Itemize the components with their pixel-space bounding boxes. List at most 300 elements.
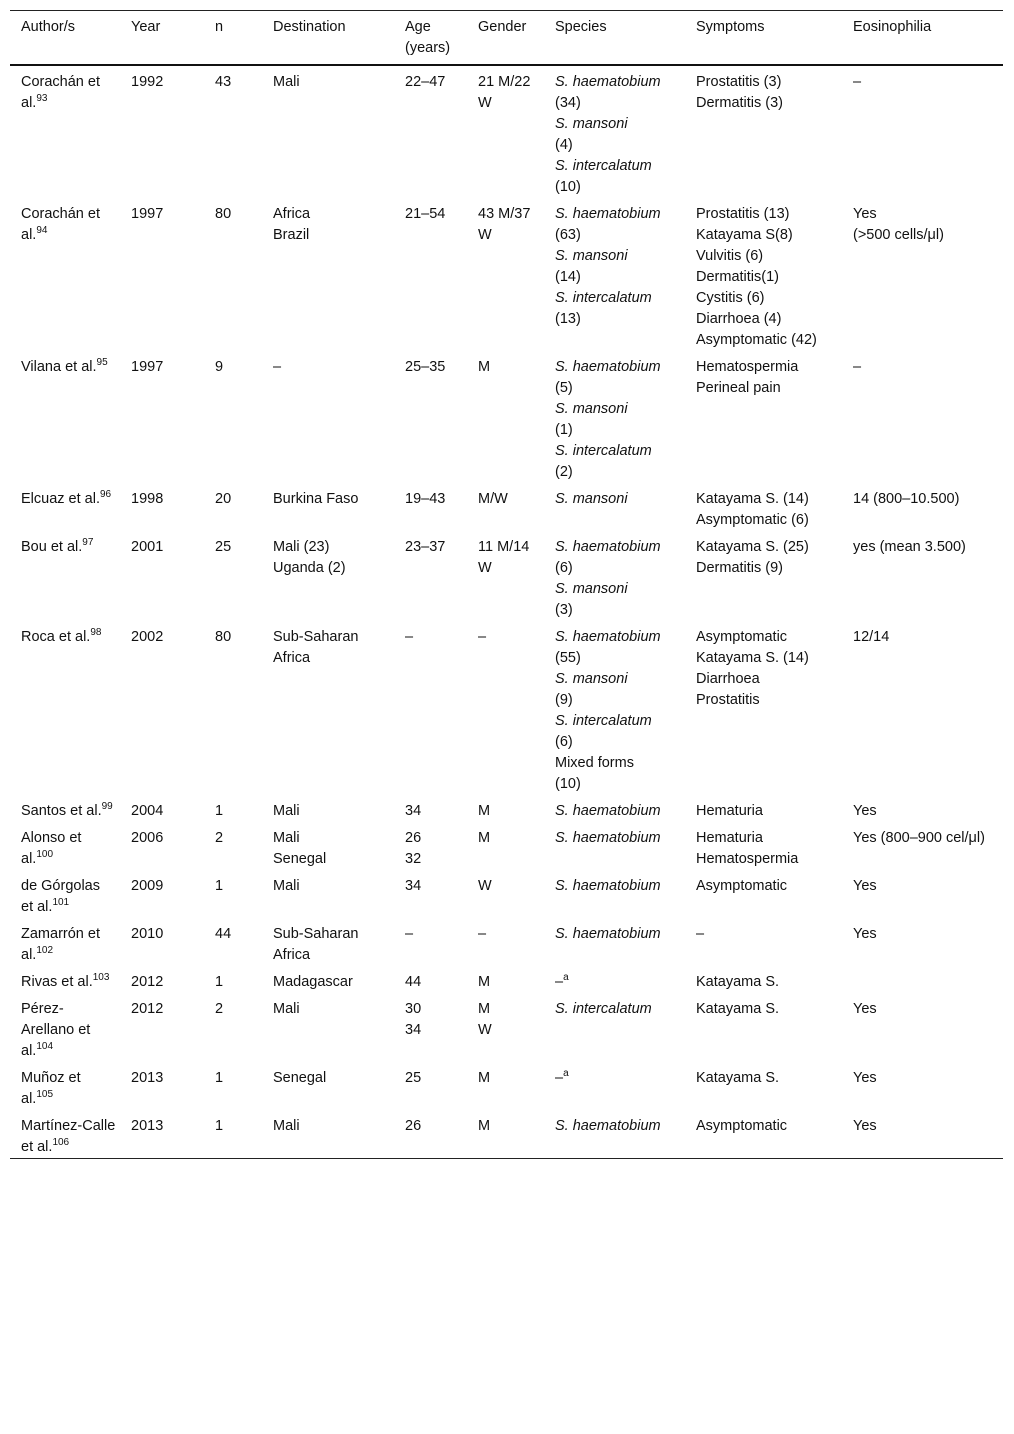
- cell-age: [394, 483, 467, 510]
- table-row: [10, 918, 1003, 966]
- author-name: Martínez-Calle et al.: [21, 1118, 116, 1155]
- gender-line: –: [478, 629, 487, 645]
- cell-n: 1: [215, 1118, 224, 1134]
- reference-number: 96: [100, 489, 112, 501]
- table-row: [10, 66, 1003, 198]
- cell-year: 2006: [131, 830, 164, 846]
- table-row: [10, 993, 1003, 1062]
- destination-line: Senegal: [273, 851, 327, 867]
- eosinophilia-line: Yes (800–900 cel/μl): [853, 830, 985, 846]
- symptom-line: Katayama S.: [696, 974, 780, 990]
- cell-symptoms: [685, 483, 842, 531]
- reference-number: 100: [36, 849, 54, 861]
- cell-n: 1: [215, 1070, 224, 1086]
- cell-n: 25: [215, 539, 232, 555]
- symptom-line: Cystitis (6): [696, 290, 765, 306]
- species-line: (63): [555, 227, 581, 243]
- author-name: Alonso et al.: [21, 830, 82, 867]
- cell-eosinophilia: [842, 621, 1003, 648]
- cell-gender: [467, 66, 544, 114]
- cell-symptoms: [685, 822, 842, 870]
- species-line: S. mansoni: [555, 581, 628, 597]
- age-line: 25: [405, 1070, 422, 1086]
- header-year: Year: [131, 19, 161, 35]
- cell-destination: [262, 621, 394, 669]
- species-line: S. haematobium: [555, 539, 661, 555]
- gender-line: M: [478, 830, 491, 846]
- species-line: Mixed forms: [555, 755, 634, 771]
- symptom-line: Katayama S.: [696, 1001, 780, 1017]
- eosinophilia-line: Yes: [853, 206, 877, 222]
- cell-symptoms: [685, 66, 842, 114]
- cell-age: [394, 870, 467, 897]
- cell-author: [10, 993, 120, 1062]
- table-row: [10, 531, 1003, 621]
- cell-gender: [467, 966, 544, 993]
- table-row: [10, 198, 1003, 351]
- species-line: (5): [555, 380, 573, 396]
- author-name: Rivas et al.: [21, 974, 93, 990]
- destination-line: Sub-Saharan Africa: [273, 926, 359, 963]
- cell-gender: [467, 1110, 544, 1137]
- table-body: [10, 66, 1003, 1158]
- age-line: –: [405, 629, 414, 645]
- eosinophilia-line: Yes: [853, 1118, 877, 1134]
- cell-species: [544, 66, 685, 198]
- header-destination: Destination: [273, 19, 346, 35]
- cell-eosinophilia: [842, 66, 1003, 93]
- age-line: 21–54: [405, 206, 446, 222]
- eosinophilia-line: –: [853, 359, 862, 375]
- cell-age: [394, 351, 467, 378]
- cell-species: [544, 918, 685, 945]
- symptom-line: Katayama S.: [696, 1070, 780, 1086]
- reference-number: 98: [90, 627, 102, 639]
- species-line: S. mansoni: [555, 491, 628, 507]
- table-header-row: [10, 11, 1003, 64]
- cell-author: [10, 966, 120, 993]
- species-line: S. mansoni: [555, 671, 628, 687]
- gender-line: M: [478, 974, 491, 990]
- cell-year: 1998: [131, 491, 164, 507]
- symptom-line: Vulvitis (6): [696, 248, 764, 264]
- cell-author: [10, 66, 120, 114]
- cell-destination: [262, 822, 394, 870]
- cell-eosinophilia: [842, 198, 1003, 246]
- species-line: S. haematobium: [555, 1118, 661, 1134]
- cell-gender: [467, 822, 544, 849]
- species-line: (9): [555, 692, 573, 708]
- gender-line: 11 M/14 W: [478, 539, 530, 576]
- symptom-line: Diarrhoea (4): [696, 311, 782, 327]
- species-line: (3): [555, 602, 573, 618]
- cell-symptoms: [685, 621, 842, 711]
- cell-age: [394, 918, 467, 945]
- symptom-line: Katayama S(8): [696, 227, 793, 243]
- cell-gender: [467, 870, 544, 897]
- author-name: Pérez-Arellano et al.: [21, 1001, 91, 1059]
- cell-year: 2010: [131, 926, 164, 942]
- species-line: (6): [555, 560, 573, 576]
- destination-line: Mali: [273, 803, 300, 819]
- species-line: S. haematobium: [555, 629, 661, 645]
- cell-n: 80: [215, 206, 232, 222]
- cell-destination: [262, 1062, 394, 1089]
- cell-species: [544, 993, 685, 1020]
- table-row: [10, 351, 1003, 483]
- eosinophilia-line: Yes: [853, 803, 877, 819]
- destination-line: Africa: [273, 206, 311, 222]
- cell-destination: [262, 993, 394, 1020]
- age-line: 23–37: [405, 539, 446, 555]
- cell-author: [10, 531, 120, 558]
- table-row: [10, 870, 1003, 918]
- symptom-line: Hematuria: [696, 803, 763, 819]
- cell-species: [544, 1062, 685, 1089]
- symptom-line: Prostatitis: [696, 692, 760, 708]
- symptom-line: Katayama S. (14): [696, 491, 809, 507]
- cell-eosinophilia: [842, 351, 1003, 378]
- cell-destination: [262, 531, 394, 579]
- cell-age: [394, 198, 467, 225]
- cell-year: 2002: [131, 629, 164, 645]
- cell-species: [544, 351, 685, 483]
- age-line: 44: [405, 974, 422, 990]
- symptom-line: Asymptomatic (6): [696, 512, 809, 528]
- cell-gender: [467, 621, 544, 648]
- species-line: S. intercalatum: [555, 290, 652, 306]
- symptom-line: Dermatitis (9): [696, 560, 784, 576]
- cell-destination: [262, 198, 394, 246]
- cell-n: 1: [215, 878, 224, 894]
- eosinophilia-line: (>500 cells/μl): [853, 227, 944, 243]
- eosinophilia-line: Yes: [853, 926, 877, 942]
- footnote-marker: a: [563, 972, 569, 984]
- reference-number: 93: [36, 93, 48, 105]
- age-line: 25–35: [405, 359, 446, 375]
- author-name: Muñoz et al.: [21, 1070, 81, 1107]
- cell-species: [544, 1110, 685, 1137]
- reference-number: 103: [92, 972, 110, 984]
- gender-line: 43 M/37 W: [478, 206, 531, 243]
- header-n: n: [215, 19, 224, 35]
- footnote-marker: a: [563, 1068, 569, 1080]
- eosinophilia-line: Yes: [853, 878, 877, 894]
- species-line: (13): [555, 311, 581, 327]
- cell-year: 2012: [131, 1001, 164, 1017]
- destination-line: Mali: [273, 830, 300, 846]
- reference-number: 97: [82, 537, 94, 549]
- cell-age: [394, 1110, 467, 1137]
- header-author: Author/s: [21, 19, 75, 35]
- cell-species: [544, 795, 685, 822]
- header-species: Species: [555, 19, 607, 35]
- symptom-line: Diarrhoea: [696, 671, 760, 687]
- cell-author: [10, 621, 120, 648]
- table-bottom-rule: [10, 1158, 1003, 1159]
- header-symptoms: Symptoms: [696, 19, 765, 35]
- cell-author: [10, 483, 120, 510]
- species-line: (4): [555, 137, 573, 153]
- reference-number: 94: [36, 225, 48, 237]
- reference-number: 101: [52, 897, 70, 909]
- cell-eosinophilia: [842, 483, 1003, 510]
- destination-line: Mali: [273, 878, 300, 894]
- species-line: S. haematobium: [555, 803, 661, 819]
- age-line: 26: [405, 1118, 422, 1134]
- cell-n: 2: [215, 1001, 224, 1017]
- eosinophilia-line: –: [853, 74, 862, 90]
- table-row: [10, 1062, 1003, 1110]
- symptom-line: Asymptomatic: [696, 629, 788, 645]
- cell-author: [10, 1062, 120, 1110]
- cell-n: 1: [215, 974, 224, 990]
- species-line: S. haematobium: [555, 830, 661, 846]
- header-gender: Gender: [478, 19, 527, 35]
- destination-line: Mali (23): [273, 539, 330, 555]
- cell-age: [394, 966, 467, 993]
- author-name: Santos et al.: [21, 803, 102, 819]
- author-name: Bou et al.: [21, 539, 83, 555]
- species-line: S. mansoni: [555, 116, 628, 132]
- cell-age: [394, 993, 467, 1041]
- symptom-line: –: [696, 926, 705, 942]
- author-name: Zamarrón et al.: [21, 926, 100, 963]
- cell-species: [544, 966, 685, 993]
- cell-year: 2012: [131, 974, 164, 990]
- gender-line: M: [478, 1118, 491, 1134]
- eosinophilia-line: 14 (800–10.500): [853, 491, 960, 507]
- species-line: S. haematobium: [555, 878, 661, 894]
- reference-number: 99: [101, 801, 113, 813]
- species-line: (2): [555, 464, 573, 480]
- reference-number: 95: [96, 357, 108, 369]
- species-line: (6): [555, 734, 573, 750]
- cell-n: 1: [215, 803, 224, 819]
- cell-age: [394, 822, 467, 870]
- age-line: 26: [405, 830, 422, 846]
- species-line: S. mansoni: [555, 248, 628, 264]
- cell-destination: [262, 795, 394, 822]
- gender-line: W: [478, 1022, 492, 1038]
- cell-destination: [262, 351, 394, 378]
- cell-eosinophilia: [842, 795, 1003, 822]
- cell-year: 1997: [131, 206, 164, 222]
- age-line: 19–43: [405, 491, 446, 507]
- cell-symptoms: [685, 918, 842, 945]
- eosinophilia-line: yes (mean 3.500): [853, 539, 966, 555]
- age-line: 30: [405, 1001, 422, 1017]
- table-row: [10, 795, 1003, 822]
- species-line: –$^a$: [555, 1068, 569, 1086]
- cell-age: [394, 795, 467, 822]
- cell-age: [394, 621, 467, 648]
- eosinophilia-line: 12/14: [853, 629, 890, 645]
- reference-number: 104: [36, 1041, 54, 1053]
- species-line: S. mansoni: [555, 401, 628, 417]
- cell-n: 9: [215, 359, 224, 375]
- cell-gender: [467, 1062, 544, 1089]
- cell-author: [10, 870, 120, 918]
- cell-year: 1997: [131, 359, 164, 375]
- cell-species: [544, 483, 685, 510]
- cell-n: 44: [215, 926, 232, 942]
- data-table: [10, 10, 1003, 1159]
- cell-author: [10, 198, 120, 246]
- cell-eosinophilia: [842, 918, 1003, 945]
- cell-eosinophilia: [842, 966, 1003, 972]
- destination-line: Madagascar: [273, 974, 353, 990]
- age-line: 34: [405, 803, 422, 819]
- species-line: S. haematobium: [555, 74, 661, 90]
- destination-line: Mali: [273, 1001, 300, 1017]
- symptom-line: Prostatitis (13): [696, 206, 790, 222]
- cell-species: [544, 870, 685, 897]
- species-line: S. intercalatum: [555, 713, 652, 729]
- destination-line: Sub-Saharan Africa: [273, 629, 359, 666]
- species-line: S. intercalatum: [555, 158, 652, 174]
- cell-symptoms: [685, 966, 842, 993]
- age-line: 32: [405, 851, 422, 867]
- cell-symptoms: [685, 198, 842, 351]
- cell-symptoms: [685, 1110, 842, 1137]
- age-line: 34: [405, 878, 422, 894]
- table-row: [10, 966, 1003, 993]
- gender-line: M/W: [478, 491, 508, 507]
- cell-n: 43: [215, 74, 232, 90]
- destination-line: Brazil: [273, 227, 310, 243]
- cell-symptoms: [685, 1062, 842, 1089]
- cell-year: 2009: [131, 878, 164, 894]
- header-eosinophilia: Eosinophilia: [853, 19, 932, 35]
- cell-age: [394, 66, 467, 93]
- author-name: Elcuaz et al.: [21, 491, 100, 507]
- species-line: S. intercalatum: [555, 1001, 652, 1017]
- cell-gender: [467, 795, 544, 822]
- age-line: 22–47: [405, 74, 446, 90]
- cell-year: 2013: [131, 1118, 164, 1134]
- cell-year: 2013: [131, 1070, 164, 1086]
- species-line: (10): [555, 776, 581, 792]
- gender-line: M: [478, 359, 491, 375]
- cell-symptoms: [685, 795, 842, 822]
- species-line: S. haematobium: [555, 359, 661, 375]
- cell-species: [544, 822, 685, 849]
- age-line: –: [405, 926, 414, 942]
- cell-destination: [262, 66, 394, 93]
- cell-year: 2001: [131, 539, 164, 555]
- symptom-line: Hematospermia: [696, 851, 799, 867]
- cell-eosinophilia: [842, 993, 1003, 1020]
- cell-destination: [262, 918, 394, 966]
- cell-year: 2004: [131, 803, 164, 819]
- symptom-line: Dermatitis (3): [696, 95, 784, 111]
- cell-author: [10, 351, 120, 378]
- reference-number: 106: [52, 1137, 70, 1149]
- gender-line: M: [478, 1001, 491, 1017]
- gender-line: W: [478, 878, 492, 894]
- symptom-line: Hematospermia: [696, 359, 799, 375]
- symptom-line: Dermatitis(1): [696, 269, 779, 285]
- cell-author: [10, 795, 120, 822]
- cell-destination: [262, 483, 394, 510]
- author-name: Roca et al.: [21, 629, 91, 645]
- cell-gender: [467, 351, 544, 378]
- table-row: [10, 822, 1003, 870]
- cell-n: 80: [215, 629, 232, 645]
- cell-species: [544, 198, 685, 330]
- cell-author: [10, 822, 120, 870]
- reference-number: 105: [36, 1089, 54, 1101]
- author-name: Corachán et al.: [21, 74, 100, 111]
- cell-destination: [262, 966, 394, 993]
- cell-age: [394, 1062, 467, 1089]
- cell-eosinophilia: [842, 1062, 1003, 1089]
- cell-symptoms: [685, 993, 842, 1020]
- cell-eosinophilia: [842, 822, 1003, 849]
- symptom-line: Asymptomatic (42): [696, 332, 817, 348]
- cell-author: [10, 918, 120, 966]
- cell-symptoms: [685, 351, 842, 399]
- author-name: Corachán et al.: [21, 206, 100, 243]
- cell-age: [394, 531, 467, 558]
- symptom-line: Katayama S. (25): [696, 539, 809, 555]
- cell-gender: [467, 531, 544, 579]
- reference-number: 102: [36, 945, 54, 957]
- cell-n: 2: [215, 830, 224, 846]
- table-row: [10, 483, 1003, 531]
- cell-species: [544, 621, 685, 795]
- destination-line: Mali: [273, 74, 300, 90]
- eosinophilia-line: Yes: [853, 1001, 877, 1017]
- destination-line: Burkina Faso: [273, 491, 359, 507]
- cell-gender: [467, 483, 544, 510]
- species-line: S. haematobium: [555, 926, 661, 942]
- cell-gender: [467, 198, 544, 246]
- cell-gender: [467, 918, 544, 945]
- eosinophilia-line: Yes: [853, 1070, 877, 1086]
- destination-line: Senegal: [273, 1070, 327, 1086]
- species-line: –$^a$: [555, 972, 569, 990]
- header-age: Age (years): [405, 19, 451, 56]
- cell-species: [544, 531, 685, 621]
- cell-symptoms: [685, 531, 842, 579]
- cell-eosinophilia: [842, 531, 1003, 558]
- cell-n: 20: [215, 491, 232, 507]
- symptom-line: Katayama S. (14): [696, 650, 809, 666]
- species-line: (1): [555, 422, 573, 438]
- gender-line: 21 M/22 W: [478, 74, 531, 111]
- cell-destination: [262, 870, 394, 897]
- cell-author: [10, 1110, 120, 1158]
- cell-gender: [467, 993, 544, 1041]
- species-line: (55): [555, 650, 581, 666]
- symptom-line: Hematuria: [696, 830, 763, 846]
- symptom-line: Perineal pain: [696, 380, 781, 396]
- symptom-line: Asymptomatic: [696, 878, 788, 894]
- age-line: 34: [405, 1022, 422, 1038]
- author-name: de Górgolas et al.: [21, 878, 100, 915]
- table-row: [10, 621, 1003, 795]
- cell-eosinophilia: [842, 870, 1003, 897]
- cell-symptoms: [685, 870, 842, 897]
- gender-line: –: [478, 926, 487, 942]
- species-line: S. haematobium: [555, 206, 661, 222]
- species-line: (34): [555, 95, 581, 111]
- cell-year: 1992: [131, 74, 164, 90]
- destination-line: –: [273, 359, 282, 375]
- author-name: Vilana et al.: [21, 359, 97, 375]
